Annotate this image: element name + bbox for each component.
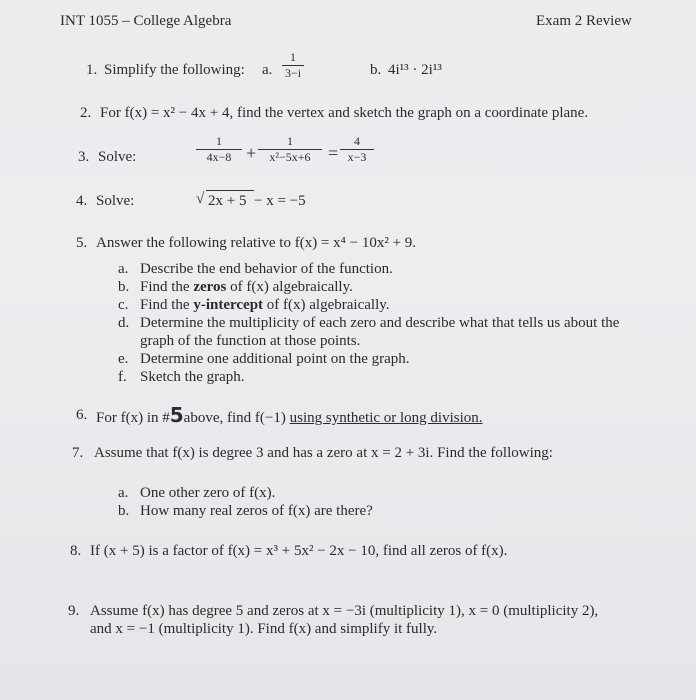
q1-prompt: Simplify the following: [104, 62, 245, 78]
q5-b-post: of f(x) algebraically. [226, 279, 353, 295]
q5-e-text: Determine one additional point on the graph. [140, 351, 410, 367]
q5-c-text [140, 296, 390, 314]
q3-plus: + [246, 143, 257, 163]
q9-line2: and x = −1 (multiplicity 1). Find f(x) and simplify it fully. [90, 621, 438, 637]
q5-a-text: Describe the end behavior of the function. [140, 261, 393, 277]
q3-number: 3. [78, 149, 90, 165]
q2-number: 2. [80, 105, 92, 121]
q6-number: 6. [76, 407, 88, 423]
course-title: INT 1055 – College Algebra [60, 13, 232, 29]
q5-b-bold: zeros [193, 279, 227, 295]
q4-number: 4. [76, 193, 88, 209]
q1-b-label: b. [370, 62, 382, 78]
q3-f1-numerator: 1 [216, 134, 222, 148]
q3-f2-numerator: 1 [287, 134, 293, 148]
q3-fraction-3 [340, 135, 374, 164]
q5-f-text: Sketch the graph. [140, 369, 245, 385]
q7-a-label: a. [118, 485, 129, 501]
q4-radical-sign: √ [196, 191, 205, 207]
q7-b-text: How many real zeros of f(x) are there? [140, 503, 373, 519]
q2-text: For f(x) = x² − 4x + 4, find the vertex and sketch the graph on a coordinate plane. [100, 105, 589, 121]
q1-a-fraction [282, 51, 304, 80]
q1-a-label: a. [262, 62, 273, 78]
q3-f3-numerator: 4 [354, 134, 360, 148]
q3-prompt: Solve: [98, 149, 137, 165]
q6-underlined: using synthetic or long division. [289, 410, 483, 426]
q4-rest: − x = −5 [254, 193, 306, 209]
q3-f1-denominator: 4x−8 [206, 150, 232, 164]
q6-mid: above, find f(−1) [183, 410, 290, 426]
q3-f3-denominator: x−3 [347, 150, 367, 164]
radical-bar [206, 190, 254, 191]
q4-radicand: 2x + 5 [208, 193, 247, 209]
q7-number: 7. [72, 445, 84, 461]
q5-c-pre: Find the [140, 297, 194, 313]
q5-e-label: e. [118, 351, 129, 367]
q3-f2-denominator: x²−5x+6 [269, 150, 311, 164]
q5-c-label: c. [118, 297, 129, 313]
q5-b-text [140, 278, 353, 296]
q7-a-text: One other zero of f(x). [140, 485, 276, 501]
q5-d-label: d. [118, 315, 130, 331]
q5-c-post: of f(x) algebraically. [263, 297, 390, 313]
q5-f-label: f. [118, 369, 127, 385]
q1-a-denominator: 3−i [284, 66, 302, 80]
q3-equals: = [328, 143, 339, 163]
q8-text: If (x + 5) is a factor of f(x) = x³ + 5x² − 2x − 10, find all zeros of f(x). [90, 543, 508, 559]
q9-number: 9. [68, 603, 80, 619]
q5-text: Answer the following relative to f(x) = x⁴ − 10x² + 9. [96, 235, 417, 251]
q5-a-label: a. [118, 261, 129, 277]
q7-text: Assume that f(x) is degree 3 and has a zero at x = 2 + 3i. Find the following: [94, 445, 553, 461]
q5-c-bold: y-intercept [193, 297, 264, 313]
q6-text [96, 403, 483, 427]
q7-b-label: b. [118, 503, 130, 519]
q5-d-text: Determine the multiplicity of each zero and describe what that tells us about the [140, 315, 620, 331]
q3-fraction-2 [258, 135, 322, 164]
q5-b-label: b. [118, 279, 130, 295]
q4-prompt: Solve: [96, 193, 135, 209]
q3-fraction-1 [196, 135, 242, 164]
exam-title: Exam 2 Review [536, 13, 632, 29]
q9-line1: Assume f(x) has degree 5 and zeros at x = −3i (multiplicity 1), x = 0 (multiplicity 2), [90, 603, 599, 619]
q1-b-expression: 4i¹³ · 2i¹³ [388, 62, 442, 78]
q5-d-text-line2: graph of the function at those points. [140, 333, 361, 349]
q8-number: 8. [70, 543, 82, 559]
q6-handwritten-5: 5 [169, 403, 184, 427]
q5-number: 5. [76, 235, 88, 251]
q1-number: 1. [86, 62, 98, 78]
q1-a-numerator: 1 [290, 50, 296, 64]
q6-pre: For f(x) in # [96, 410, 170, 426]
q5-b-pre: Find the [140, 279, 194, 295]
